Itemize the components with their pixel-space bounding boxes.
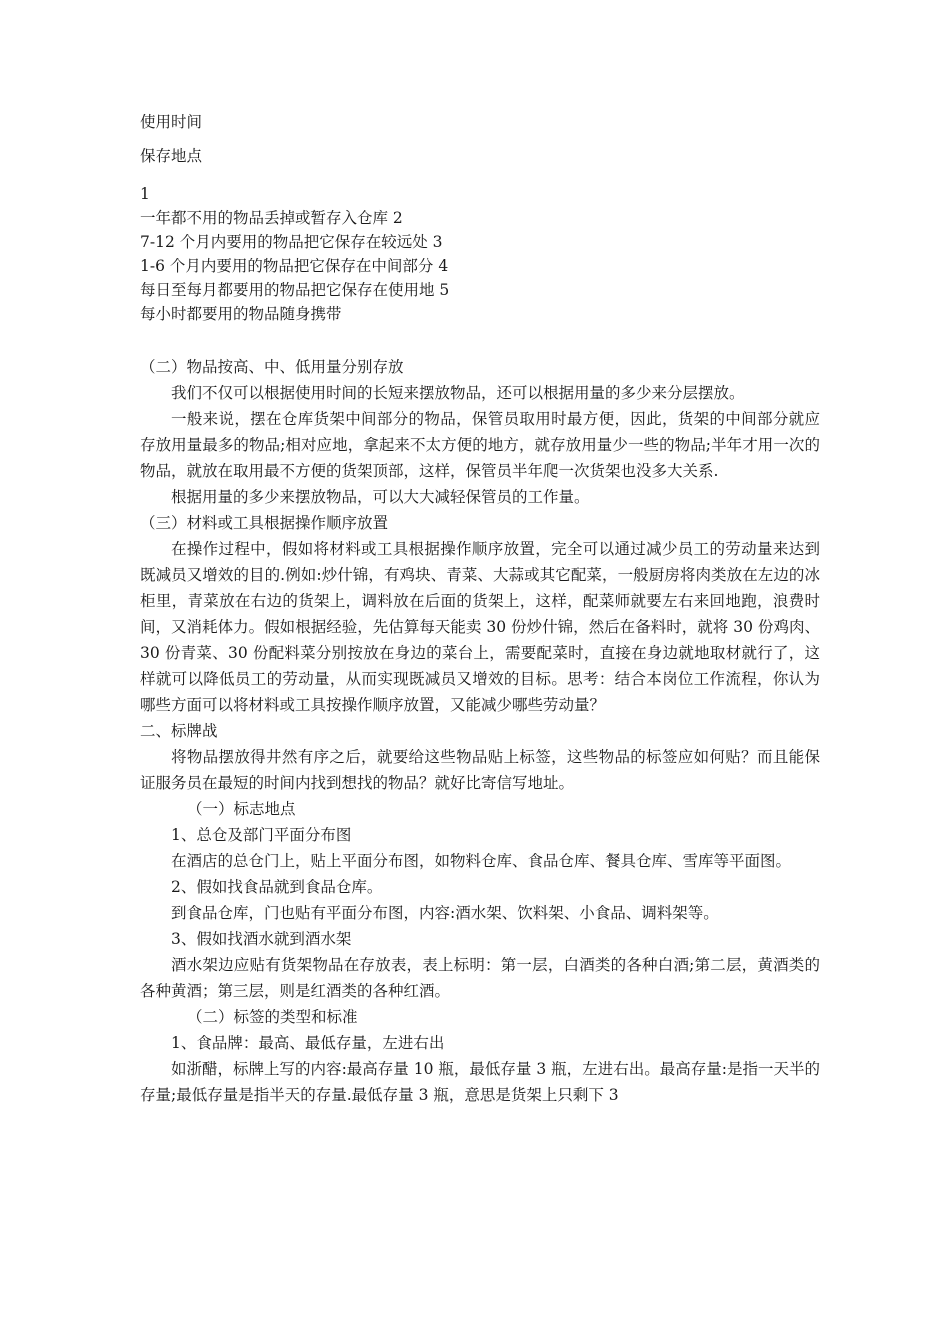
item-1-title: 1、总仓及部门平面分布图 [171,826,352,844]
section-heading-2: （二）物品按高、中、低用量分别存放 [140,358,404,376]
item-3-title: 3、假如找酒水就到酒水架 [171,930,352,948]
section-2-paragraph-1: 我们不仅可以根据使用时间的长短来摆放物品，还可以根据用量的多少来分层摆放。 [171,384,745,402]
subsection-heading-2: （二）标签的类型和标准 [187,1008,358,1026]
section-2-paragraph-2: 一般来说，摆在仓库货架中间部分的物品，保管员取用时最方便，因此，货架的中间部分就应存放用量最多的物品;相对应地，拿起来不太方便的地方，就存放用量少一些的物品;半年才用一次的物品，就放在取用最不方便的货架顶部，这样，保管员半年爬一次货架也没多大关系. [140,410,820,480]
table-row: 一年都不用的物品丢掉或暂存入仓库 2 [140,209,403,227]
table-header-time: 使用时间 [140,113,203,131]
table-row: 每小时都要用的物品随身携带 [140,305,342,323]
section-2-paragraph-3: 根据用量的多少来摆放物品，可以大大减轻保管员的工作量。 [171,488,590,506]
table-row: 每日至每月都要用的物品把它保存在使用地 5 [140,281,450,299]
subsection-heading-1: （一）标志地点 [187,800,296,818]
part-2-heading: 二、标牌战 [140,722,218,740]
document-page [140,110,820,1108]
item-3-text: 酒水架边应贴有货架物品在存放表，表上标明：第一层，白酒类的各种白酒;第二层，黄酒类的各种黄酒；第三层，则是红酒类的各种红酒。 [140,956,820,1000]
item-2-text: 到食品仓库，门也贴有平面分布图，内容:酒水架、饮料架、小食品、调料架等。 [171,904,719,922]
table-row: 1-6 个月内要用的物品把它保存在中间部分 4 [140,257,449,275]
table-header-place: 保存地点 [140,147,203,165]
section-3-paragraph-1: 在操作过程中，假如将材料或工具根据操作顺序放置，完全可以通过减少员工的劳动量来达到既减员又增效的目的.例如:炒什锦，有鸡块、青菜、大蒜或其它配菜，一般厨房将肉类放在左边的冰柜里，青菜放在右边的货架上，调料放在后面的货架上，这样，配菜师就要左右来回地跑，浪费时间，又消耗体力。假如根据经验，先估算每天能卖 30 份炒什锦，然后在备料时，就将 30 份鸡肉、30 份青菜、30 份配料菜分别按放在身边的菜台上，需要配菜时，直接在身边就地取材就行了，这样就可以降低员工的劳动量，从而实现既减员又增效的目标。思考：结合本岗位工作流程，你认为哪些方面可以将材料或工具按操作顺序放置，又能减少哪些劳动量？ [140,540,820,714]
section-heading-3: （三）材料或工具根据操作顺序放置 [140,514,389,532]
label-1-text: 如浙醋，标牌上写的内容:最高存量 10 瓶，最低存量 3 瓶，左进右出。最高存量:是指一天半的存量;最低存量是指半天的存量.最低存量 3 瓶，意思是货架上只剩下 3 [140,1060,820,1104]
item-1-text: 在酒店的总仓门上，贴上平面分布图，如物料仓库、食品仓库、餐具仓库、雪库等平面图。 [171,852,792,870]
part-2-intro: 将物品摆放得井然有序之后，就要给这些物品贴上标签，这些物品的标签应如何贴？而且能保证服务员在最短的时间内找到想找的物品？就好比寄信写地址。 [140,748,820,792]
table-row: 7-12 个月内要用的物品把它保存在较远处 3 [140,233,443,251]
table-row-number: 1 [140,185,150,203]
item-2-title: 2、假如找食品就到食品仓库。 [171,878,383,896]
label-1-title: 1、食品牌：最高、最低存量，左进右出 [171,1034,445,1052]
